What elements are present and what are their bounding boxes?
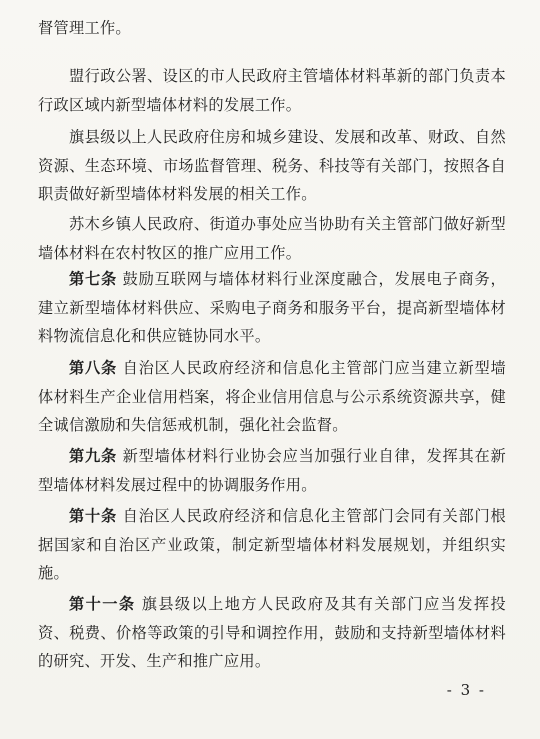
article-7 xyxy=(38,265,506,351)
article-10 xyxy=(38,502,506,588)
article-number: 第九条 xyxy=(69,447,117,465)
article-text: 鼓励互联网与墙体材料行业深度融合，发展电子商务，建立新型墙体材料供应、采购电子商务和服务平台，提高新型墙体材料物流信息化和供应链协同水平。 xyxy=(38,270,506,346)
article-number: 第十条 xyxy=(69,507,117,525)
article-text: 新型墙体材料行业协会应当加强行业自律，发挥其在新型墙体材料发展过程中的协调服务作用。 xyxy=(38,447,506,494)
paragraph-county-departments xyxy=(38,123,506,209)
article-text: 自治区人民政府经济和信息化主管部门会同有关部门根据国家和自治区产业政策，制定新型墙体材料发展规划，并组织实施。 xyxy=(38,507,506,583)
article-number: 第十一条 xyxy=(69,595,136,613)
paragraph-text: 苏木乡镇人民政府、街道办事处应当协助有关主管部门做好新型墙体材料在农村牧区的推广应用工作。 xyxy=(38,215,506,262)
paragraph-township xyxy=(38,210,506,267)
page-number: - 3 - xyxy=(446,681,486,699)
article-number: 第八条 xyxy=(69,359,117,377)
paragraph-league-city xyxy=(38,62,506,119)
paragraph-text: 盟行政公署、设区的市人民政府主管墙体材料革新的部门负责本行政区域内新型墙体材料的发展工作。 xyxy=(38,67,506,114)
paragraph-continued xyxy=(38,14,506,43)
article-8 xyxy=(38,354,506,440)
article-number: 第七条 xyxy=(69,270,117,288)
paragraph-text: 督管理工作。 xyxy=(38,19,131,37)
article-11 xyxy=(38,590,506,676)
paragraph-text: 旗县级以上人民政府住房和城乡建设、发展和改革、财政、自然资源、生态环境、市场监督管理、税务、科技等有关部门，按照各自职责做好新型墙体材料发展的相关工作。 xyxy=(38,128,506,204)
article-text: 自治区人民政府经济和信息化主管部门应当建立新型墙体材料生产企业信用档案，将企业信用信息与公示系统资源共享，健全诚信激励和失信惩戒机制，强化社会监督。 xyxy=(38,359,506,435)
article-text: 旗县级以上地方人民政府及其有关部门应当发挥投资、税费、价格等政策的引导和调控作用，鼓励和支持新型墙体材料的研究、开发、生产和推广应用。 xyxy=(38,595,506,671)
article-9 xyxy=(38,442,506,499)
